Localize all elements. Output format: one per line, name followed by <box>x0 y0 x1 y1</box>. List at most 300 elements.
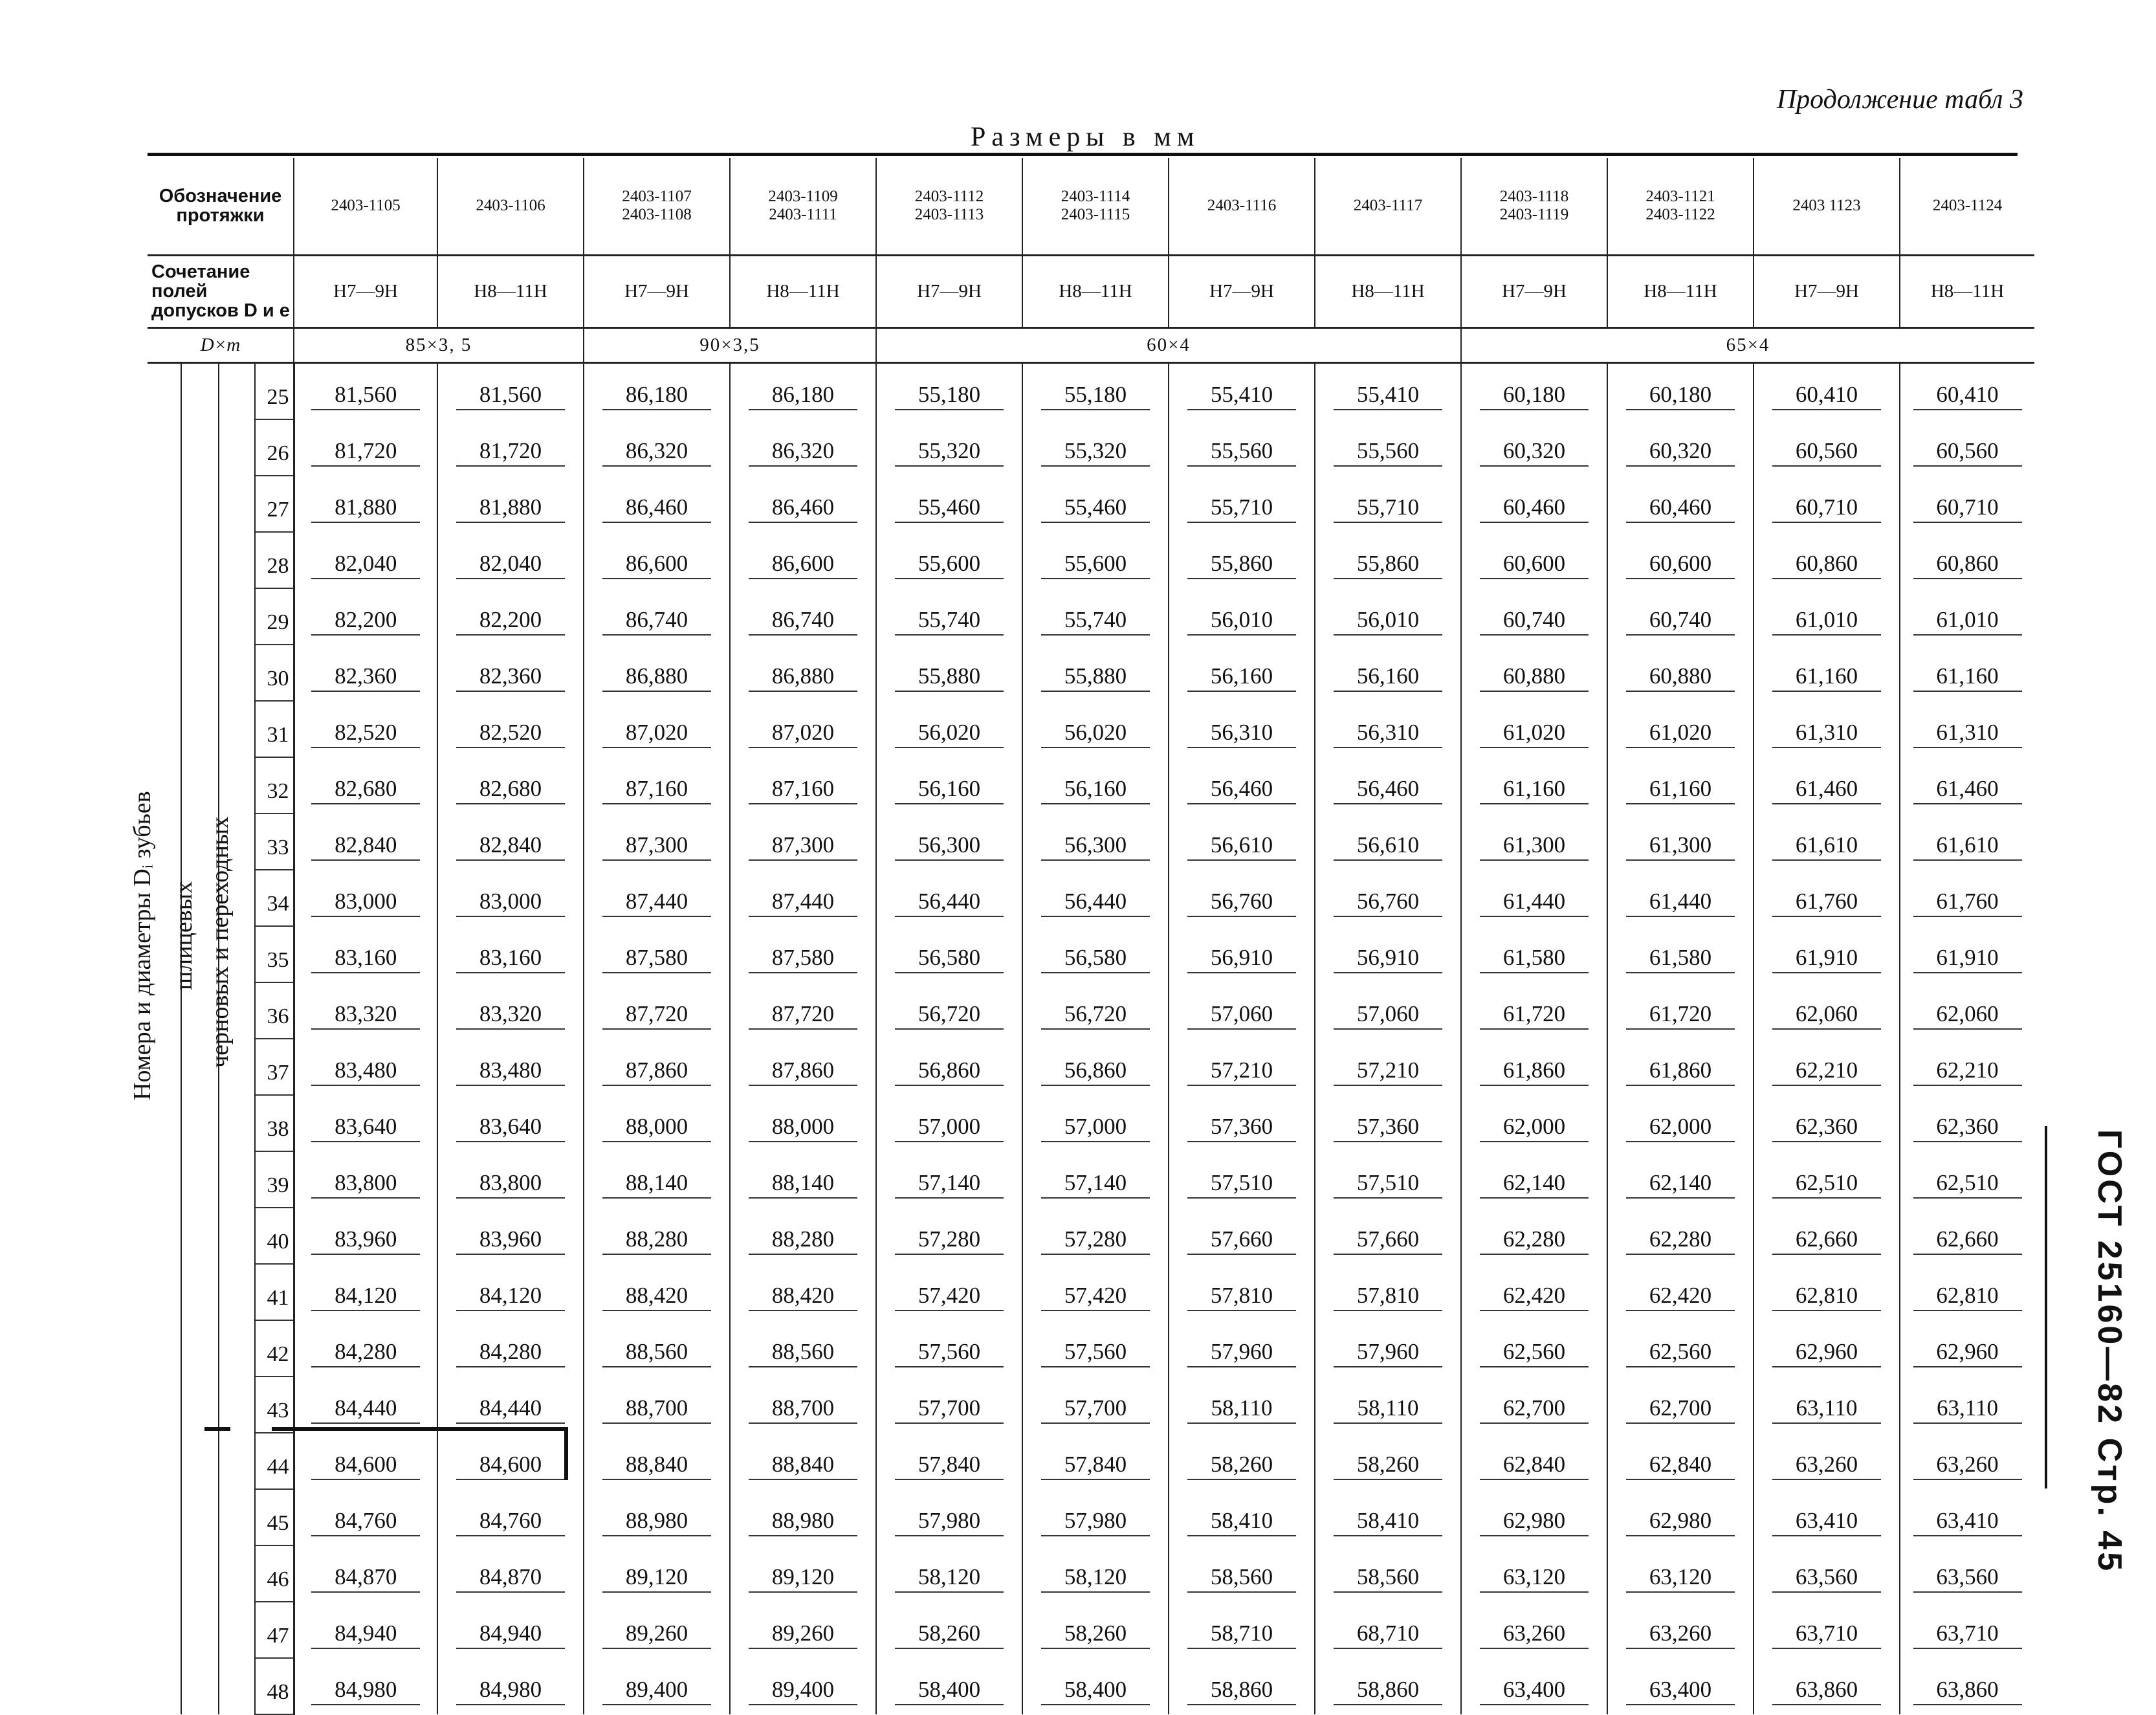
diameter-cell <box>1754 813 1900 870</box>
diameter-value: 58,260 <box>1334 1452 1442 1480</box>
diameter-cell <box>1169 1658 1315 1714</box>
diameter-value: 86,460 <box>749 494 857 523</box>
label-column-spacer <box>181 645 219 701</box>
diameter-value: 82,520 <box>456 720 565 748</box>
diameter-cell <box>1607 362 1754 419</box>
diameter-cell <box>1169 1602 1315 1658</box>
diameter-value: 55,560 <box>1334 438 1442 467</box>
diameter-value: 89,120 <box>749 1564 857 1593</box>
code-cell: 2403-1116 <box>1169 158 1315 255</box>
diameter-cell <box>584 1433 730 1489</box>
diameter-cell <box>437 1039 584 1095</box>
diameter-cell <box>294 982 437 1039</box>
diameter-cell <box>1607 532 1754 588</box>
diameter-value: 62,560 <box>1626 1339 1735 1367</box>
diameter-value: 88,280 <box>749 1226 857 1255</box>
tooth-number: 42 <box>255 1320 294 1377</box>
diameter-value: 58,860 <box>1334 1677 1442 1705</box>
diameter-cell <box>584 1151 730 1208</box>
label-column-spacer <box>148 1489 181 1545</box>
diameter-value: 83,320 <box>456 1001 565 1030</box>
diameter-value: 61,160 <box>1913 663 2022 692</box>
diameter-cell <box>1900 982 2034 1039</box>
diameter-value: 60,460 <box>1480 494 1589 523</box>
diameter-cell <box>1754 532 1900 588</box>
diameter-cell <box>1900 362 2034 419</box>
label-column-spacer <box>181 476 219 532</box>
diameter-value: 56,160 <box>1187 663 1296 692</box>
diameter-cell <box>1900 588 2034 645</box>
diameter-cell <box>1169 476 1315 532</box>
diameter-value: 55,180 <box>1041 382 1150 410</box>
diameter-value: 58,410 <box>1187 1508 1296 1536</box>
diameter-cell <box>1315 645 1461 701</box>
diameter-cell <box>1022 1377 1169 1433</box>
tooth-number: 40 <box>255 1208 294 1264</box>
label-column-spacer <box>148 1377 181 1433</box>
diameter-value: 57,700 <box>1041 1395 1150 1424</box>
diameter-cell <box>1754 757 1900 813</box>
diameter-value: 60,860 <box>1913 551 2022 579</box>
diameter-cell <box>437 1151 584 1208</box>
diameter-cell <box>1754 645 1900 701</box>
label-column-spacer <box>181 362 219 419</box>
label-column-spacer <box>181 1658 219 1714</box>
diameter-value: 86,600 <box>602 551 711 579</box>
diameter-cell <box>437 813 584 870</box>
diameter-value: 57,140 <box>1041 1170 1150 1199</box>
diameter-cell <box>730 701 876 757</box>
diameter-cell <box>437 645 584 701</box>
diameter-value: 58,710 <box>1187 1621 1296 1649</box>
diameter-value: 56,310 <box>1187 720 1296 748</box>
table-row <box>148 1545 2034 1602</box>
diameter-cell <box>294 701 437 757</box>
diameter-value: 83,800 <box>311 1170 420 1199</box>
diameter-value: 88,140 <box>602 1170 711 1199</box>
diameter-cell <box>1461 870 1607 926</box>
diameter-cell <box>1022 813 1169 870</box>
diameter-value: 55,860 <box>1187 551 1296 579</box>
diameter-cell <box>1169 1545 1315 1602</box>
label-column-spacer <box>181 588 219 645</box>
diameter-value: 61,160 <box>1480 776 1589 804</box>
diameter-value: 61,460 <box>1913 776 2022 804</box>
label-column-spacer <box>181 1095 219 1151</box>
diameter-value: 56,860 <box>895 1057 1004 1086</box>
fit-cell: H8—11H <box>1900 255 2034 327</box>
diameter-cell <box>1169 1320 1315 1377</box>
diameter-cell <box>1900 1039 2034 1095</box>
label-column-spacer <box>148 1208 181 1264</box>
diameter-cell <box>730 476 876 532</box>
table-row <box>148 1433 2034 1489</box>
code-cell: 2403-1105 <box>294 158 437 255</box>
table-row <box>148 362 2034 419</box>
label-column-spacer <box>219 1320 255 1377</box>
diameter-value: 57,840 <box>895 1452 1004 1480</box>
diameter-value: 63,560 <box>1913 1564 2022 1593</box>
diameter-cell <box>1900 1208 2034 1264</box>
diameter-value: 84,280 <box>311 1339 420 1367</box>
diameter-value: 87,300 <box>602 832 711 861</box>
diameter-value: 89,120 <box>602 1564 711 1593</box>
diameter-value: 61,310 <box>1772 720 1881 748</box>
diameter-cell <box>1022 1151 1169 1208</box>
diameter-cell <box>1754 1264 1900 1320</box>
diameter-value: 60,880 <box>1626 663 1735 692</box>
diameter-value: 88,840 <box>602 1452 711 1480</box>
diameter-value: 56,010 <box>1187 607 1296 636</box>
diameter-value: 84,120 <box>456 1283 565 1311</box>
diameter-cell <box>584 1039 730 1095</box>
diameter-value: 86,600 <box>749 551 857 579</box>
diameter-value: 58,410 <box>1334 1508 1442 1536</box>
diameter-cell <box>584 813 730 870</box>
dm-label: D×m <box>148 327 294 362</box>
diameter-cell <box>437 1377 584 1433</box>
diameter-value: 84,980 <box>311 1677 420 1705</box>
diameter-value: 57,810 <box>1187 1283 1296 1311</box>
fit-cell: H7—9H <box>1754 255 1900 327</box>
diameter-cell <box>584 476 730 532</box>
diameter-cell <box>1022 1433 1169 1489</box>
diameter-value: 88,980 <box>602 1508 711 1536</box>
label-column-spacer <box>219 476 255 532</box>
label-column-spacer <box>219 757 255 813</box>
diameter-cell <box>1900 870 2034 926</box>
footer-rule <box>2045 1126 2086 1488</box>
label-column-spacer <box>148 1602 181 1658</box>
diameter-value: 60,560 <box>1913 438 2022 467</box>
diameter-cell <box>1900 1658 2034 1714</box>
diameter-value: 57,980 <box>895 1508 1004 1536</box>
diameter-value: 63,120 <box>1626 1564 1735 1593</box>
diameter-cell <box>584 1658 730 1714</box>
diameter-cell <box>437 1320 584 1377</box>
diameter-cell <box>294 1602 437 1658</box>
diameter-value: 63,710 <box>1913 1621 2022 1649</box>
label-column-spacer <box>181 701 219 757</box>
tooth-number: 39 <box>255 1151 294 1208</box>
diameter-cell <box>1900 757 2034 813</box>
diameter-value: 61,760 <box>1772 889 1881 917</box>
diameter-cell <box>294 1489 437 1545</box>
diameter-cell <box>1754 1658 1900 1714</box>
table-row <box>148 870 2034 926</box>
diameter-value: 84,280 <box>456 1339 565 1367</box>
diameter-value: 56,580 <box>1041 945 1150 973</box>
diameter-value: 63,260 <box>1626 1621 1735 1649</box>
diameter-cell <box>294 1433 437 1489</box>
diameter-cell <box>437 982 584 1039</box>
table-row <box>148 1377 2034 1433</box>
code-cell: 2403-1118 2403-1119 <box>1461 158 1607 255</box>
diameter-value: 57,210 <box>1334 1057 1442 1086</box>
diameter-cell <box>1754 926 1900 982</box>
label-column-spacer <box>219 1208 255 1264</box>
diameter-cell <box>584 588 730 645</box>
diameter-value: 63,400 <box>1626 1677 1735 1705</box>
diameter-value: 60,880 <box>1480 663 1589 692</box>
fit-cell: H8—11H <box>437 255 584 327</box>
diameter-cell <box>1461 1489 1607 1545</box>
code-cell: 2403-1106 <box>437 158 584 255</box>
table-row <box>148 926 2034 982</box>
diameter-value: 56,440 <box>1041 889 1150 917</box>
diameter-value: 57,060 <box>1187 1001 1296 1030</box>
diameter-value: 87,440 <box>602 889 711 917</box>
diameter-value: 61,300 <box>1626 832 1735 861</box>
tooth-number: 45 <box>255 1489 294 1545</box>
diameter-value: 86,460 <box>602 494 711 523</box>
diameter-value: 86,180 <box>602 382 711 410</box>
diameter-cell <box>876 476 1022 532</box>
diameter-cell <box>730 926 876 982</box>
diameter-cell <box>1315 532 1461 588</box>
diameter-value: 82,520 <box>311 720 420 748</box>
diameter-cell <box>876 588 1022 645</box>
diameter-value: 63,410 <box>1772 1508 1881 1536</box>
diameter-value: 58,260 <box>1041 1621 1150 1649</box>
diameter-value: 86,180 <box>749 382 857 410</box>
diameter-cell <box>1607 1151 1754 1208</box>
diameter-value: 57,510 <box>1334 1170 1442 1199</box>
fit-cell: H7—9H <box>584 255 730 327</box>
diameter-cell <box>1900 532 2034 588</box>
diameter-cell <box>1022 1545 1169 1602</box>
diameter-value: 60,410 <box>1913 382 2022 410</box>
diameter-cell <box>1461 982 1607 1039</box>
label-column-spacer <box>219 1545 255 1602</box>
diameter-cell <box>437 1602 584 1658</box>
diameter-cell <box>730 362 876 419</box>
diameter-cell <box>730 419 876 476</box>
diameter-cell <box>1315 701 1461 757</box>
table-caption: Продолжение табл 3 <box>1776 85 2023 115</box>
diameter-value: 56,460 <box>1334 776 1442 804</box>
tooth-number: 36 <box>255 982 294 1039</box>
diameter-cell <box>1607 1039 1754 1095</box>
diameter-value: 87,440 <box>749 889 857 917</box>
diameter-cell <box>1607 1264 1754 1320</box>
diameter-value: 62,060 <box>1913 1001 2022 1030</box>
diameter-cell <box>294 1320 437 1377</box>
diameter-cell <box>437 1095 584 1151</box>
diameter-cell <box>1022 1095 1169 1151</box>
diameter-value: 62,210 <box>1772 1057 1881 1086</box>
diameter-value: 63,260 <box>1772 1452 1881 1480</box>
diameter-value: 87,580 <box>749 945 857 973</box>
diameter-cell <box>876 982 1022 1039</box>
diameter-cell <box>1900 1095 2034 1151</box>
diameter-value: 63,860 <box>1913 1677 2022 1705</box>
dimensions-table <box>148 158 2034 1715</box>
diameter-value: 60,180 <box>1480 382 1589 410</box>
diameter-cell <box>730 1433 876 1489</box>
diameter-value: 55,740 <box>895 607 1004 636</box>
diameter-cell <box>437 757 584 813</box>
diameter-value: 56,720 <box>895 1001 1004 1030</box>
row-divider-mark <box>204 1427 230 1431</box>
diameter-value: 62,510 <box>1772 1170 1881 1199</box>
fit-label: Сочетание полей допусков D и e <box>148 255 294 327</box>
diameter-cell <box>584 926 730 982</box>
diameter-value: 56,860 <box>1041 1057 1150 1086</box>
diameter-cell <box>1315 813 1461 870</box>
diameter-value: 82,200 <box>311 607 420 636</box>
diameter-value: 87,020 <box>602 720 711 748</box>
diameter-value: 56,310 <box>1334 720 1442 748</box>
diameter-value: 84,940 <box>311 1621 420 1649</box>
diameter-cell <box>437 532 584 588</box>
diameter-cell <box>1169 1095 1315 1151</box>
label-column-spacer <box>181 419 219 476</box>
code-cell: 2403 1123 <box>1754 158 1900 255</box>
diameter-value: 82,040 <box>311 551 420 579</box>
diameter-value: 83,480 <box>311 1057 420 1086</box>
table-body <box>148 362 2034 1714</box>
diameter-value: 63,410 <box>1913 1508 2022 1536</box>
diameter-value: 56,610 <box>1334 832 1442 861</box>
code-cell: 2403-1112 2403-1113 <box>876 158 1022 255</box>
diameter-value: 62,960 <box>1913 1339 2022 1367</box>
diameter-cell <box>1022 870 1169 926</box>
diameter-value: 55,880 <box>1041 663 1150 692</box>
diameter-value: 62,840 <box>1626 1452 1735 1480</box>
diameter-value: 56,300 <box>1041 832 1150 861</box>
diameter-cell <box>876 362 1022 419</box>
diameter-value: 55,460 <box>895 494 1004 523</box>
diameter-cell <box>437 1658 584 1714</box>
diameter-value: 61,760 <box>1913 889 2022 917</box>
diameter-value: 56,610 <box>1187 832 1296 861</box>
fit-cell: H8—11H <box>730 255 876 327</box>
diameter-cell <box>1754 1039 1900 1095</box>
diameter-cell <box>1169 419 1315 476</box>
diameter-cell <box>876 419 1022 476</box>
diameter-cell <box>876 926 1022 982</box>
side-label-inner: черновых и переходных <box>206 816 234 1068</box>
diameter-value: 88,700 <box>602 1395 711 1424</box>
diameter-cell <box>1315 476 1461 532</box>
diameter-value: 55,600 <box>1041 551 1150 579</box>
diameter-value: 57,560 <box>895 1339 1004 1367</box>
diameter-value: 57,960 <box>1187 1339 1296 1367</box>
diameter-cell <box>1169 701 1315 757</box>
diameter-cell <box>1607 1208 1754 1264</box>
label-column-spacer <box>219 1095 255 1151</box>
label-column-spacer <box>219 1264 255 1320</box>
diameter-value: 89,400 <box>749 1677 857 1705</box>
diameter-value: 88,000 <box>749 1114 857 1142</box>
diameter-value: 63,110 <box>1772 1395 1881 1424</box>
diameter-cell <box>1461 701 1607 757</box>
diameter-cell <box>1461 757 1607 813</box>
diameter-cell <box>584 645 730 701</box>
label-column-spacer <box>181 1377 219 1433</box>
diameter-cell <box>1315 1320 1461 1377</box>
diameter-value: 62,980 <box>1480 1508 1589 1536</box>
diameter-cell <box>584 757 730 813</box>
tooth-number: 38 <box>255 1095 294 1151</box>
diameter-cell <box>1022 1264 1169 1320</box>
diameter-cell <box>876 1320 1022 1377</box>
diameter-cell <box>1607 588 1754 645</box>
diameter-cell <box>1461 1658 1607 1714</box>
fit-cell: H8—11H <box>1315 255 1461 327</box>
diameter-value: 62,980 <box>1626 1508 1735 1536</box>
diameter-value: 55,860 <box>1334 551 1442 579</box>
diameter-value: 62,000 <box>1626 1114 1735 1142</box>
diameter-cell <box>730 757 876 813</box>
diameter-value: 56,020 <box>895 720 1004 748</box>
diameter-cell <box>1607 1095 1754 1151</box>
diameter-value: 62,000 <box>1480 1114 1589 1142</box>
tooth-number: 26 <box>255 419 294 476</box>
diameter-value: 62,140 <box>1626 1170 1735 1199</box>
diameter-cell <box>730 532 876 588</box>
diameter-cell <box>1315 1545 1461 1602</box>
diameter-cell <box>584 1545 730 1602</box>
label-column-spacer <box>148 701 181 757</box>
fit-cell: H8—11H <box>1607 255 1754 327</box>
header-row-fits <box>148 255 2034 327</box>
diameter-value: 83,160 <box>456 945 565 973</box>
diameter-cell <box>1461 1151 1607 1208</box>
diameter-cell <box>1022 1208 1169 1264</box>
diameter-cell <box>1022 588 1169 645</box>
diameter-cell <box>294 532 437 588</box>
diameter-cell <box>1315 1489 1461 1545</box>
diameter-cell <box>1607 982 1754 1039</box>
diameter-value: 61,440 <box>1626 889 1735 917</box>
diameter-cell <box>1900 1320 2034 1377</box>
diameter-value: 87,720 <box>749 1001 857 1030</box>
diameter-value: 55,320 <box>1041 438 1150 467</box>
tooth-number: 46 <box>255 1545 294 1602</box>
diameter-cell <box>876 1377 1022 1433</box>
label-column-spacer <box>148 588 181 645</box>
diameter-cell <box>1900 1433 2034 1489</box>
fit-cell: H7—9H <box>876 255 1022 327</box>
table-row <box>148 1602 2034 1658</box>
diameter-cell <box>1169 588 1315 645</box>
diameter-cell <box>1022 1658 1169 1714</box>
diameter-cell <box>437 476 584 532</box>
diameter-cell <box>1754 1095 1900 1151</box>
diameter-value: 61,160 <box>1626 776 1735 804</box>
diameter-value: 63,710 <box>1772 1621 1881 1649</box>
diameter-value: 83,800 <box>456 1170 565 1199</box>
diameter-value: 61,910 <box>1913 945 2022 973</box>
table-row <box>148 813 2034 870</box>
table-row <box>148 1151 2034 1208</box>
diameter-cell <box>437 926 584 982</box>
diameter-value: 57,840 <box>1041 1452 1150 1480</box>
label-column-spacer <box>148 532 181 588</box>
diameter-cell <box>1900 476 2034 532</box>
diameter-value: 61,160 <box>1772 663 1881 692</box>
diameter-cell <box>1754 1433 1900 1489</box>
label-column-spacer <box>148 1433 181 1489</box>
diameter-cell <box>1754 701 1900 757</box>
diameter-cell <box>1607 1377 1754 1433</box>
diameter-cell <box>1022 1320 1169 1377</box>
table-row <box>148 1658 2034 1714</box>
diameter-value: 88,560 <box>749 1339 857 1367</box>
tooth-number: 34 <box>255 870 294 926</box>
